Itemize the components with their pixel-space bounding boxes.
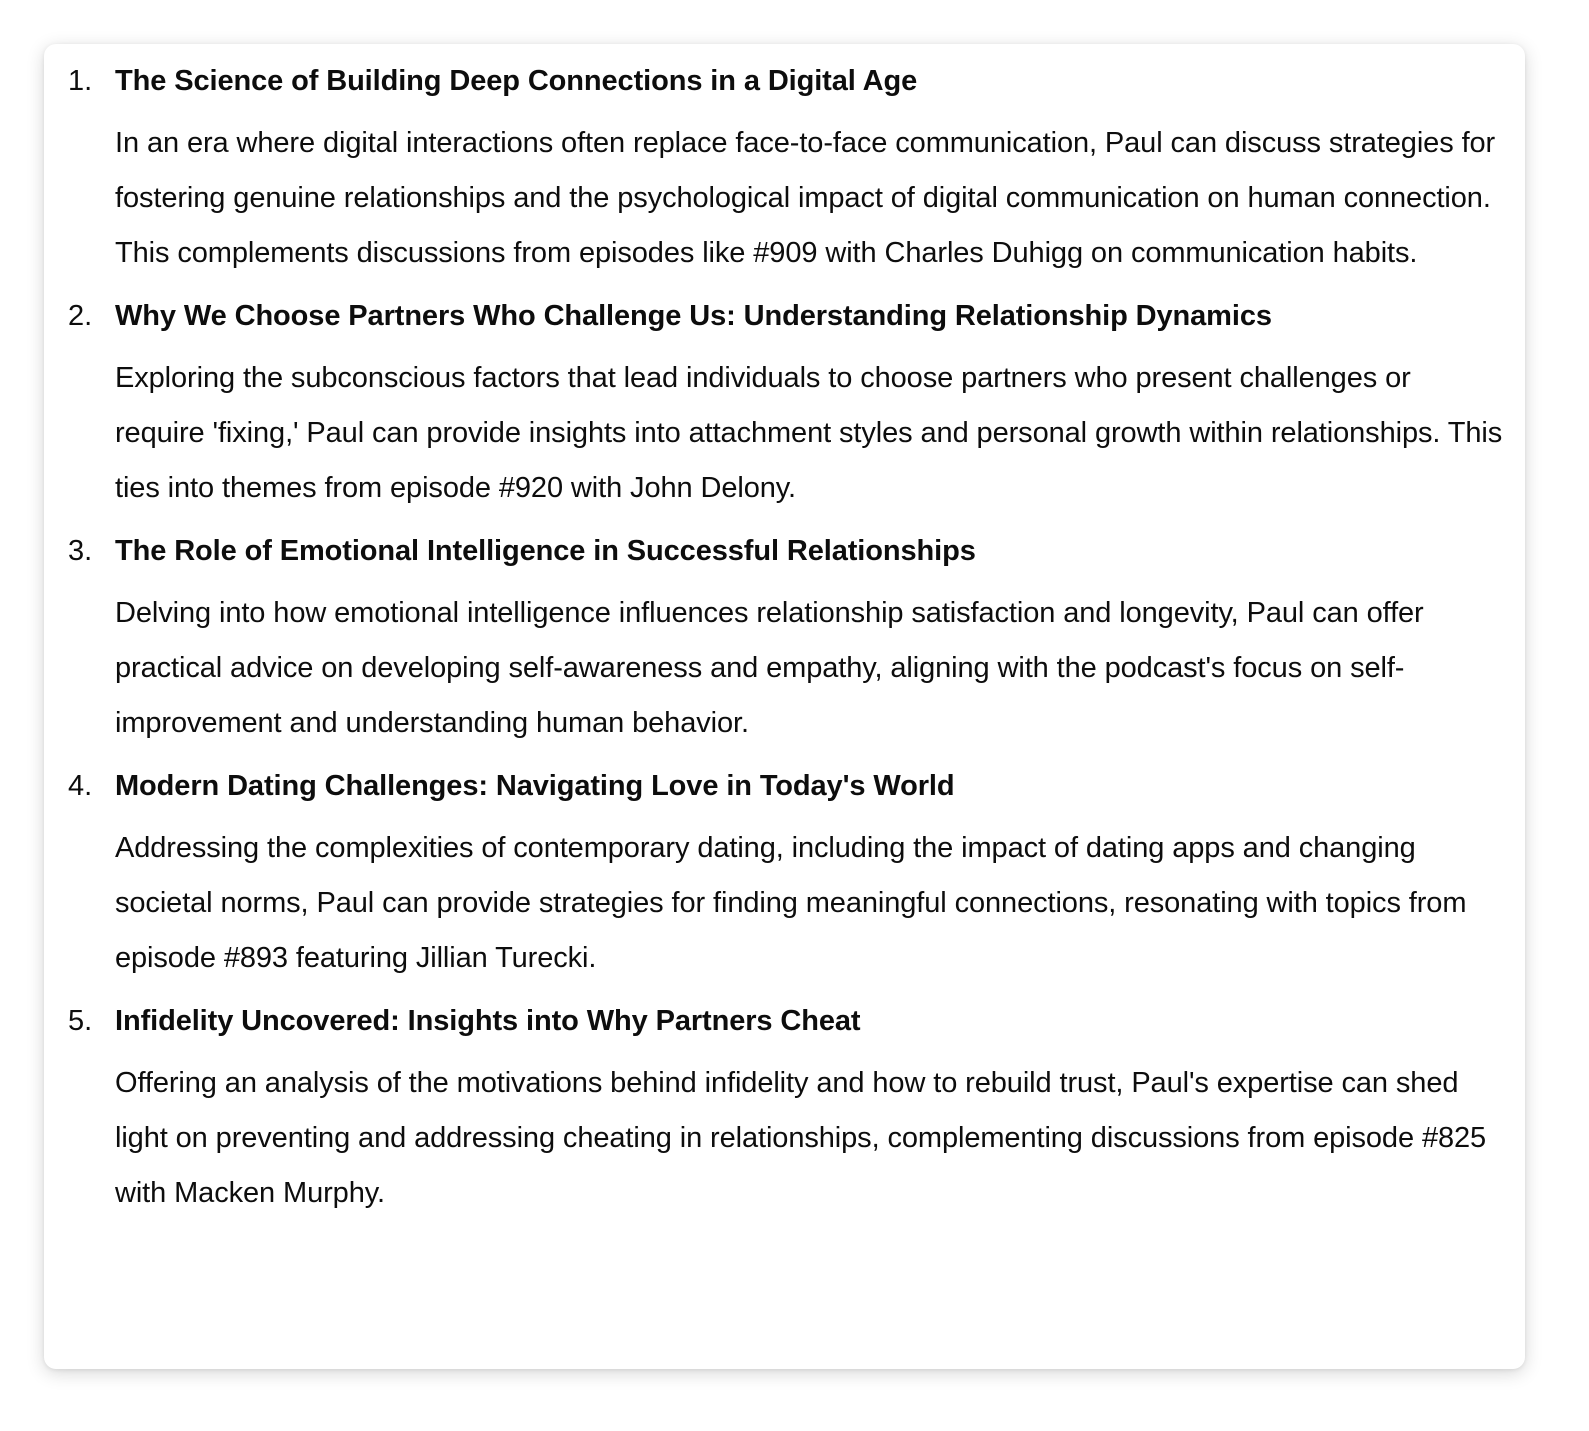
item-description: Offering an analysis of the motivations behind infidelity and how to rebuild trust, Paul's expertise can shed light on preventing and addressing cheating in relationships, complementing discussions from episode #825 with Macken Murphy. <box>115 1067 1487 1209</box>
message-card <box>44 44 1525 1369</box>
list-item <box>66 528 1505 751</box>
item-title: The Science of Building Deep Connections in a Digital Age <box>115 65 918 97</box>
item-number: 3. <box>68 535 93 567</box>
list-item <box>66 998 1505 1221</box>
item-number: 2. <box>68 300 93 332</box>
item-title: The Role of Emotional Intelligence in Successful Relationships <box>115 535 976 567</box>
list-item <box>66 293 1505 516</box>
list-item <box>66 763 1505 986</box>
list-item <box>66 58 1505 281</box>
item-number: 5. <box>68 1005 93 1037</box>
item-title: Modern Dating Challenges: Navigating Love in Today's World <box>115 770 955 802</box>
item-description: Addressing the complexities of contemporary dating, including the impact of dating apps and changing societal norms, Paul can provide strategies for finding meaningful connections, resonating with topics from episode #893 featuring Jillian Turecki. <box>115 832 1467 974</box>
topic-list <box>66 58 1505 1221</box>
item-number: 1. <box>68 65 93 97</box>
item-description: Exploring the subconscious factors that lead individuals to choose partners who present challenges or require 'fixing,' Paul can provide insights into attachment styles and personal growth within relationships. This ties into themes from episode #920 with John Delony. <box>115 362 1503 504</box>
item-title: Infidelity Uncovered: Insights into Why Partners Cheat <box>115 1005 861 1037</box>
item-number: 4. <box>68 770 93 802</box>
item-description: Delving into how emotional intelligence influences relationship satisfaction and longevity, Paul can offer practical advice on developing self-awareness and empathy, aligning with the podcast's focus on self-improvement and understanding human behavior. <box>115 597 1424 739</box>
item-title: Why We Choose Partners Who Challenge Us: Understanding Relationship Dynamics <box>115 300 1272 332</box>
item-description: In an era where digital interactions often replace face-to-face communication, Paul can discuss strategies for fostering genuine relationships and the psychological impact of digital communication on human connection. This complements discussions from episodes like #909 with Charles Duhigg on communication habits. <box>115 127 1496 269</box>
